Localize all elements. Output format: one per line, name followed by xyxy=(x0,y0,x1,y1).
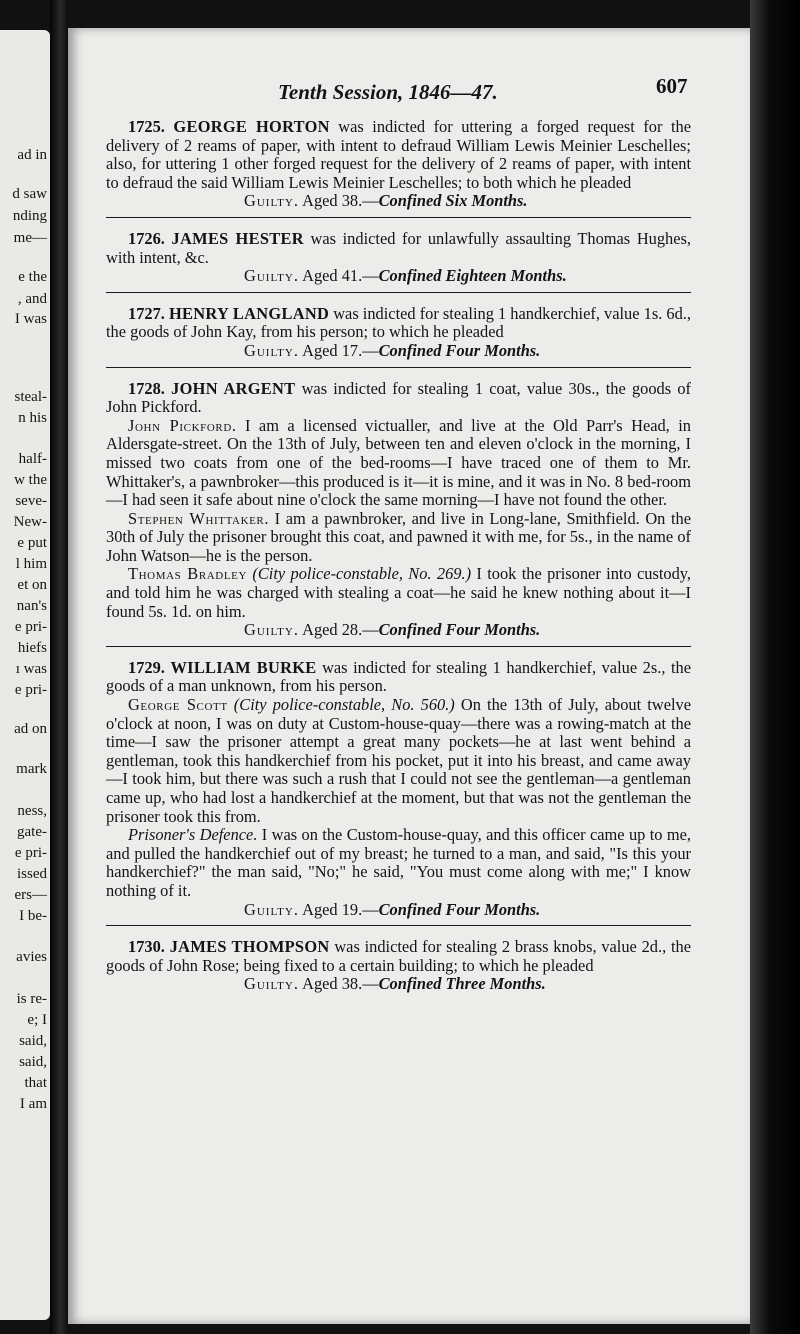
witness-name: John Pickford. xyxy=(128,415,237,435)
verdict: Guilty. xyxy=(244,191,299,211)
verdict: Guilty. xyxy=(244,974,299,994)
left-page-fragment: w the xyxy=(14,472,47,488)
indictment-text: was indicted for stealing 1 handkerchief, value 2s., the goods of a man unknown, from his person. xyxy=(106,657,691,696)
left-page-fragment: e the xyxy=(18,269,47,285)
verdict-line xyxy=(106,267,691,286)
defendant-name: JOHN ARGENT xyxy=(171,378,296,398)
left-page-fragment: ad on xyxy=(14,721,47,737)
defendant-age: Aged 38.— xyxy=(298,191,379,211)
section-divider xyxy=(106,292,691,293)
left-page-fragment: avies xyxy=(16,949,47,965)
left-page-fragment: et on xyxy=(17,577,47,593)
left-page-fragment: ı was xyxy=(15,661,47,677)
left-page-fragment: ad in xyxy=(17,147,47,163)
case-entry xyxy=(106,230,691,286)
defendant-age: Aged 41.— xyxy=(298,266,379,286)
case-number: 1728. xyxy=(128,378,165,398)
testimony-paragraph xyxy=(106,565,691,621)
defendant-age: Aged 19.— xyxy=(298,899,379,919)
left-page-fragment: nding xyxy=(12,208,47,224)
left-page-fragment: said, xyxy=(19,1054,47,1070)
left-page-fragment: ers— xyxy=(14,887,47,903)
left-page-fragment: I am xyxy=(19,1096,47,1112)
left-page-fragment: e pri- xyxy=(14,619,47,635)
left-page-margin xyxy=(0,30,50,1320)
testimony-paragraph xyxy=(106,417,691,510)
indictment-text: was indicted for stealing 1 handkerchief, value 1s. 6d., the goods of John Kay, from his person; to which he pleaded xyxy=(106,303,691,342)
verdict: Guilty. xyxy=(244,340,299,360)
left-page-fragment: seve- xyxy=(15,493,47,509)
testimony-text: I took the prisoner into custody, and told him he was charged with stealing a coat—he said he knew nothing about it—I found 5s. 1d. on him. xyxy=(106,564,692,621)
verdict: Guilty. xyxy=(244,266,299,286)
defence-paragraph xyxy=(106,826,691,900)
sentence: Confined Four Months. xyxy=(378,899,541,919)
defendant-name: WILLIAM BURKE xyxy=(170,657,317,677)
left-page-fragment: ness, xyxy=(17,803,47,819)
defence-label: Prisoner's Defence. xyxy=(128,825,258,845)
left-page-fragment: steal- xyxy=(14,389,47,405)
testimony-text: I am a licensed victualler, and live at the Old Parr's Head, in Aldersgate-street. On the 13th of July, between ten and eleven o'clock in the morning, I missed two coats from one of the bed-rooms—I have traced one of them to Mr. Whittaker's, a pawnbroker—this produced is it—it is mine, and it was in No. 8 bed-room—I had seen it safe about nine o'clock the same morning—I have not found the other. xyxy=(106,415,691,510)
verdict-line xyxy=(106,975,691,994)
case-entry xyxy=(106,659,691,919)
section-divider xyxy=(106,217,691,218)
indictment-text: was indicted for stealing 1 coat, value 30s., the goods of John Pickford. xyxy=(106,378,691,417)
defendant-name: JAMES THOMPSON xyxy=(169,937,330,957)
indictment-text: was indicted for stealing 2 brass knobs, value 2d., the goods of John Rose; being fixed to a certain building; to which he pleaded xyxy=(106,937,691,975)
left-page-fragment: , and xyxy=(17,291,47,307)
defendant-name: GEORGE HORTON xyxy=(173,117,330,136)
left-page-fragment: e pri- xyxy=(14,845,47,861)
witness-name: George Scott xyxy=(128,695,228,715)
indictment-text: was indicted for uttering a forged request for the delivery of 2 reams of paper, with intent to defraud William Lewis Meinier Leschelles; also, for uttering 1 other forged request for the delivery of 2 reams of paper, with intent to defraud the said William Lewis Meinier Leschelles; to both which he pleaded xyxy=(106,117,691,192)
running-header: Tenth Session, 1846—47. xyxy=(278,80,498,104)
left-page-fragment: e put xyxy=(17,535,47,551)
verdict-line xyxy=(106,621,691,640)
book-page xyxy=(68,28,750,1324)
left-page-fragment: that xyxy=(24,1075,47,1091)
left-page-fragment: e pri- xyxy=(14,682,47,698)
witness-role: (City police-constable, No. 269.) xyxy=(247,564,472,584)
defence-text: I was on the Custom-house-quay, and this officer came up to me, and pulled the handkerchief out of my breast; he turned to a man, and said, "Is this your handkerchief?" the man said, "No;" he said, "You must come along with me;" I know nothing of it. xyxy=(106,825,691,900)
witness-name: Thomas Bradley xyxy=(128,564,248,584)
section-divider xyxy=(106,367,691,368)
left-page-fragment: mark xyxy=(16,761,47,777)
defendant-age: Aged 28.— xyxy=(298,620,379,640)
left-page-fragment: issed xyxy=(17,866,47,882)
case-number: 1730. xyxy=(128,937,165,957)
left-page-fragment: hiefs xyxy=(17,640,47,656)
left-page-fragment: nan's xyxy=(16,598,47,614)
testimony-paragraph xyxy=(106,510,691,566)
page-content xyxy=(106,118,691,994)
testimony-paragraph xyxy=(106,696,691,826)
case-entry xyxy=(106,118,691,211)
witness-role: (City police-constable, No. 560.) xyxy=(227,695,455,715)
left-page-fragment: gate- xyxy=(17,824,47,840)
sentence: Confined Six Months. xyxy=(378,191,528,211)
defendant-name: HENRY LANGLAND xyxy=(169,303,330,323)
page-edge-shadow xyxy=(750,0,800,1334)
left-page-fragment: New- xyxy=(13,514,47,530)
case-number: 1727. xyxy=(128,303,165,323)
case-number: 1725. xyxy=(128,117,165,136)
verdict-line xyxy=(106,901,691,920)
verdict-line xyxy=(106,342,691,361)
left-page-fragment: said, xyxy=(19,1033,47,1049)
defendant-age: Aged 17.— xyxy=(298,340,379,360)
left-page-fragment: e; I xyxy=(27,1012,47,1028)
left-page-fragment: I be- xyxy=(19,908,47,924)
left-page-fragment: half- xyxy=(18,451,47,467)
book-gutter xyxy=(50,0,68,1334)
sentence: Confined Three Months. xyxy=(378,974,546,994)
left-page-fragment: I was xyxy=(14,311,47,327)
page-number: 607 xyxy=(656,74,688,98)
left-page-fragment: me— xyxy=(13,230,47,246)
section-divider xyxy=(106,925,691,926)
verdict: Guilty. xyxy=(244,620,299,640)
testimony-text: I am a pawnbroker, and live in Long-lane, Smithfield. On the 30th of July the prisoner brought this coat, and pawned it with me, for 5s., in the name of John Watson—he is the person. xyxy=(106,508,692,565)
indictment-text: was indicted for unlawfully assaulting Thomas Hughes, with intent, &c. xyxy=(106,228,691,267)
left-page-fragment: is re- xyxy=(16,991,47,1007)
testimony-text: On the 13th of July, about twelve o'clock at noon, I was on duty at Custom-house-quay—there was a rowing-match at the time—I saw the prisoner attempt a great many pockets—he at last went behind a gentleman, took this handkerchief from his pocket, put it into his breast, and came away—I took him, but there was such a rush that I could not see the gentleman—a gentleman came up, who had lost a handkerchief at the moment, but that was not the gentleman the prisoner took this from. xyxy=(106,695,691,826)
sentence: Confined Eighteen Months. xyxy=(378,266,567,286)
case-entry xyxy=(106,380,691,640)
case-number: 1729. xyxy=(128,657,165,677)
left-page-fragment: l him xyxy=(15,556,47,572)
witness-name: Stephen Whittaker. xyxy=(128,508,270,528)
section-divider xyxy=(106,646,691,647)
sentence: Confined Four Months. xyxy=(378,340,541,360)
verdict-line xyxy=(106,192,691,211)
defendant-age: Aged 38.— xyxy=(298,974,379,994)
left-page-fragment: d saw xyxy=(12,186,47,202)
case-number: 1726. xyxy=(128,228,165,248)
case-entry xyxy=(106,305,691,361)
left-page-fragment: n his xyxy=(18,410,47,426)
sentence: Confined Four Months. xyxy=(378,620,541,640)
case-entry xyxy=(106,938,691,994)
defendant-name: JAMES HESTER xyxy=(171,228,304,248)
verdict: Guilty. xyxy=(244,899,299,919)
